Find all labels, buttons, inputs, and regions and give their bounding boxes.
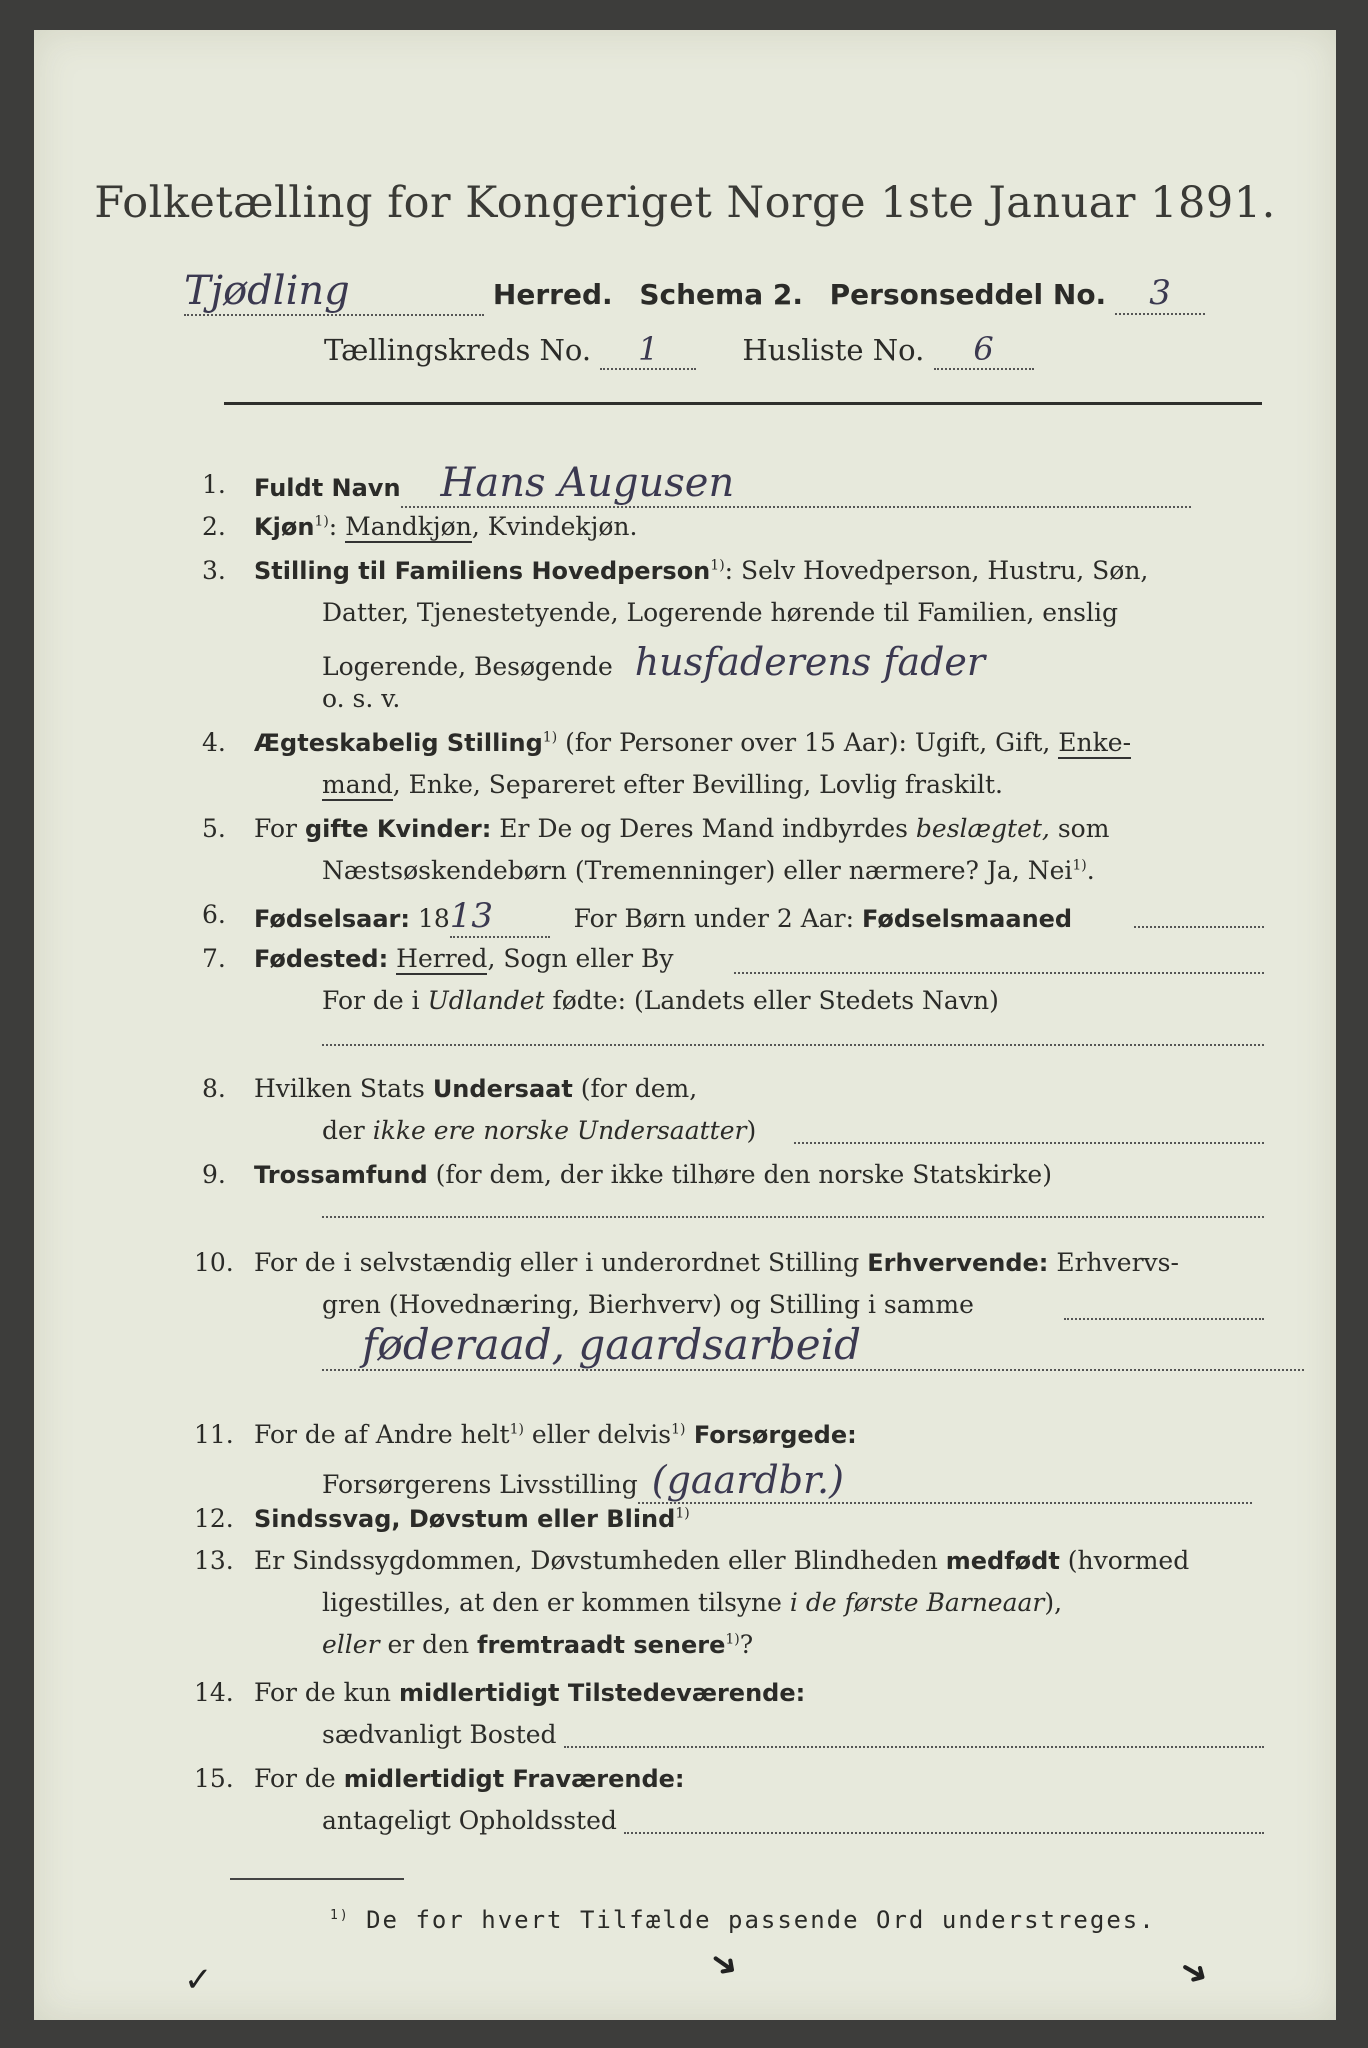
item-15-line-2: antageligt Opholdssted — [322, 1806, 617, 1835]
item-3-line-4: o. s. v. — [322, 684, 401, 713]
item-3-line-3: Logerende, Besøgende — [322, 652, 613, 681]
item-11-pre: For de af Andre helt — [254, 1420, 510, 1449]
item-15-fill-line — [624, 1832, 1264, 1834]
item-9-label: Trossamfund — [254, 1161, 428, 1189]
item-8-row-1 — [254, 1074, 697, 1103]
item-7-line-2b: fødte: (Landets eller Stedets Navn) — [544, 986, 999, 1015]
item-13-bold: fremtraadt senere — [477, 1631, 726, 1659]
item-1-number: 1. — [202, 470, 226, 499]
item-7-line-2a: For de i — [322, 986, 428, 1015]
corner-mark-center-icon: ➜ — [701, 1939, 748, 1989]
item-11-value: (gaardbr.) — [638, 1458, 1252, 1504]
item-8-pre: Hvilken Stats — [254, 1074, 433, 1103]
item-9-row — [254, 1160, 1052, 1189]
item-7-italic: Udlandet — [427, 986, 545, 1015]
item-11-row-2 — [322, 1458, 1252, 1504]
item-4-number: 4. — [202, 728, 226, 757]
herred-line — [184, 268, 1205, 316]
item-7-blank-line — [322, 1044, 1264, 1046]
item-13-line-1: Er Sindssygdommen, Døvstumheden eller Blindheden — [254, 1546, 946, 1575]
item-5-line-1: Er De og Deres Mand indbyrdes — [491, 814, 916, 843]
item-4-row-1 — [254, 728, 1131, 757]
item-13-line-3a: er den — [379, 1630, 478, 1659]
item-6-fill-line — [1134, 926, 1264, 928]
item-5-sup: 1) — [1072, 857, 1087, 874]
item-10-label: Erhvervende: — [867, 1249, 1049, 1277]
personseddel-label: Personseddel No. — [829, 278, 1107, 311]
item-4-row-2 — [322, 770, 1003, 799]
item-4-sup: 1) — [542, 729, 558, 746]
item-6-row — [254, 896, 1072, 938]
item-7-rest: , Sogn eller By — [487, 944, 674, 973]
husliste-value: 6 — [934, 330, 1034, 370]
item-13-line-1b: (hvormed — [1059, 1546, 1190, 1575]
item-3-row-3 — [322, 640, 985, 684]
item-5-line-2: Næstsøskendebørn (Tremenninger) eller nærmere? Ja, Nei — [322, 856, 1073, 885]
item-10-rest: Erhvervs- — [1048, 1248, 1179, 1277]
item-13-end: ? — [739, 1630, 754, 1659]
item-11-sup-1: 1) — [509, 1421, 524, 1438]
item-5-italic: beslægtet, — [915, 814, 1050, 843]
item-3-row-1 — [254, 556, 1148, 585]
item-13-line-2a: ligestilles, at den er kommen tilsyne — [322, 1588, 790, 1617]
item-4-option-b: mand — [322, 770, 393, 799]
footnote-text: De for hvert Tilfælde passende Ord understreges. — [349, 1906, 1156, 1934]
item-9-rest: (for dem, der ikke tilhøre den norske Statskirke) — [427, 1160, 1052, 1189]
item-5-line-1b: som — [1049, 814, 1110, 843]
item-7-number: 7. — [202, 944, 226, 973]
item-7-option-underlined: Herred — [396, 944, 488, 973]
item-5-row-1 — [254, 814, 1109, 843]
item-6-label: Fødselsaar: — [254, 905, 410, 933]
item-2-rest: : — [328, 512, 346, 541]
item-8-rest: (for dem, — [572, 1074, 698, 1103]
item-6-label-2: Fødselsmaaned — [862, 905, 1073, 933]
item-10-row-3 — [322, 1320, 1304, 1371]
item-8-line-2a: der — [322, 1116, 373, 1145]
item-6-number: 6. — [202, 900, 226, 929]
item-3-value: husfaderens fader — [634, 640, 986, 684]
item-10-row-1 — [254, 1248, 1179, 1277]
item-1-row — [254, 460, 1191, 508]
footnote-separator — [230, 1878, 404, 1880]
item-10-line-2: gren (Hovednæring, Bierhverv) og Stilling i samme — [322, 1290, 974, 1319]
item-6-mid: For Børn under 2 Aar: — [573, 904, 862, 933]
item-3-sup: 1) — [710, 557, 725, 574]
item-14-fill-line — [564, 1746, 1264, 1748]
item-5-label: gifte Kvinder: — [304, 815, 492, 843]
item-13-sup: 1) — [725, 1631, 740, 1648]
item-13-italic: i de første Barneaar — [789, 1588, 1045, 1617]
item-8-row-2 — [322, 1116, 756, 1145]
personseddel-value: 3 — [1115, 273, 1205, 315]
item-14-row-1 — [254, 1678, 805, 1707]
item-15-row-1 — [254, 1764, 685, 1793]
item-11-label: Forsørgede: — [685, 1421, 857, 1449]
item-10-number: 10. — [194, 1248, 234, 1277]
item-11-sup-2: 1) — [671, 1421, 686, 1438]
item-2-number: 2. — [202, 512, 226, 541]
schema-label: Schema 2. — [639, 278, 803, 311]
item-7-row-2 — [322, 986, 999, 1015]
item-14-number: 14. — [194, 1678, 234, 1707]
item-13-row-2 — [322, 1588, 1062, 1617]
item-2-option-underlined: Mandkjøn — [345, 512, 472, 541]
kreds-label: Tællingskreds No. — [324, 333, 592, 367]
item-12-sup: 1) — [675, 1505, 690, 1522]
corner-mark-right-icon: ➜ — [1171, 1947, 1217, 1997]
item-11-number: 11. — [194, 1420, 234, 1449]
item-7-row-1 — [254, 944, 674, 973]
item-5-end: . — [1086, 856, 1095, 885]
item-9-blank-line — [322, 1216, 1264, 1218]
item-8-line-2b: ) — [746, 1116, 757, 1145]
item-13-label: medfødt — [945, 1547, 1060, 1575]
item-9-number: 9. — [202, 1160, 226, 1189]
item-8-fill-line — [794, 1142, 1264, 1144]
item-2-row — [254, 512, 637, 541]
item-8-label: Undersaat — [432, 1075, 573, 1103]
item-12-number: 12. — [194, 1504, 234, 1533]
item-7-label: Fødested: — [254, 945, 389, 973]
census-form-sheet — [34, 30, 1336, 2020]
herred-value: Tjødling — [184, 268, 484, 316]
item-1-label: Fuldt Navn — [254, 474, 401, 502]
item-6-year-value: 13 — [450, 896, 550, 938]
item-13-italic-2: eller — [322, 1630, 380, 1659]
item-2-option-rest: , Kvindekjøn. — [471, 512, 638, 541]
item-14-pre: For de kun — [254, 1678, 399, 1707]
husliste-label: Husliste No. — [742, 333, 925, 367]
item-12-row — [254, 1504, 690, 1533]
item-3-number: 3. — [202, 556, 226, 585]
item-10-value: føderaad, gaardsarbeid — [322, 1320, 1304, 1371]
item-11-line-2: Forsørgerens Livsstilling — [322, 1470, 638, 1499]
item-13-line-2b: ), — [1044, 1588, 1063, 1617]
item-5-number: 5. — [202, 814, 226, 843]
item-15-number: 15. — [194, 1764, 234, 1793]
item-10-pre: For de i selvstændig eller i underordnet Stilling — [254, 1248, 868, 1277]
item-15-label: midlertidigt Fraværende: — [343, 1765, 685, 1793]
item-14-label: midlertidigt Tilstedeværende: — [398, 1679, 806, 1707]
item-3-line-2: Datter, Tjenestetyende, Logerende hørende til Familien, enslig — [322, 598, 1119, 627]
item-12-label: Sindssvag, Døvstum eller Blind — [254, 1505, 676, 1533]
form-title: Folketælling for Kongeriget Norge 1ste Januar 1891. — [94, 178, 1276, 228]
item-1-value: Hans Augusen — [401, 460, 1191, 508]
item-13-number: 13. — [194, 1546, 234, 1575]
item-6-year-prefix: 18 — [410, 904, 450, 933]
item-4-line-2: , Enke, Separeret efter Bevilling, Lovlig fraskilt. — [392, 770, 1003, 799]
item-7-fill-line — [734, 972, 1264, 974]
item-13-row-3 — [322, 1630, 753, 1659]
item-13-row-1 — [254, 1546, 1189, 1575]
footnote-sup: 1) — [330, 1908, 350, 1923]
item-4-line-1: (for Personer over 15 Aar): Ugift, Gift, — [557, 728, 1059, 757]
item-11-mid: eller delvis — [523, 1420, 672, 1449]
corner-mark-left-icon: ✓ — [184, 1960, 213, 2000]
item-11-row-1 — [254, 1420, 857, 1449]
item-4-label: Ægteskabelig Stilling — [254, 729, 543, 757]
item-3-label: Stilling til Familiens Hovedperson — [254, 557, 711, 585]
item-14-line-2: sædvanligt Bosted — [322, 1720, 557, 1749]
herred-label: Herred. — [492, 278, 613, 311]
kreds-line — [324, 330, 1034, 370]
kreds-value: 1 — [600, 330, 696, 370]
item-15-pre: For de — [254, 1764, 344, 1793]
item-5-pre: For — [254, 814, 305, 843]
item-3-line-1: : Selv Hovedperson, Hustru, Søn, — [724, 556, 1149, 585]
header-separator — [224, 402, 1262, 405]
item-2-sup: 1) — [314, 513, 329, 530]
footnote — [330, 1906, 1156, 1934]
item-8-number: 8. — [202, 1074, 226, 1103]
item-8-italic: ikke ere norske Undersaatter — [372, 1116, 747, 1145]
item-4-option-a: Enke- — [1058, 728, 1132, 757]
item-2-label: Kjøn — [254, 513, 315, 541]
item-5-row-2 — [322, 856, 1095, 885]
